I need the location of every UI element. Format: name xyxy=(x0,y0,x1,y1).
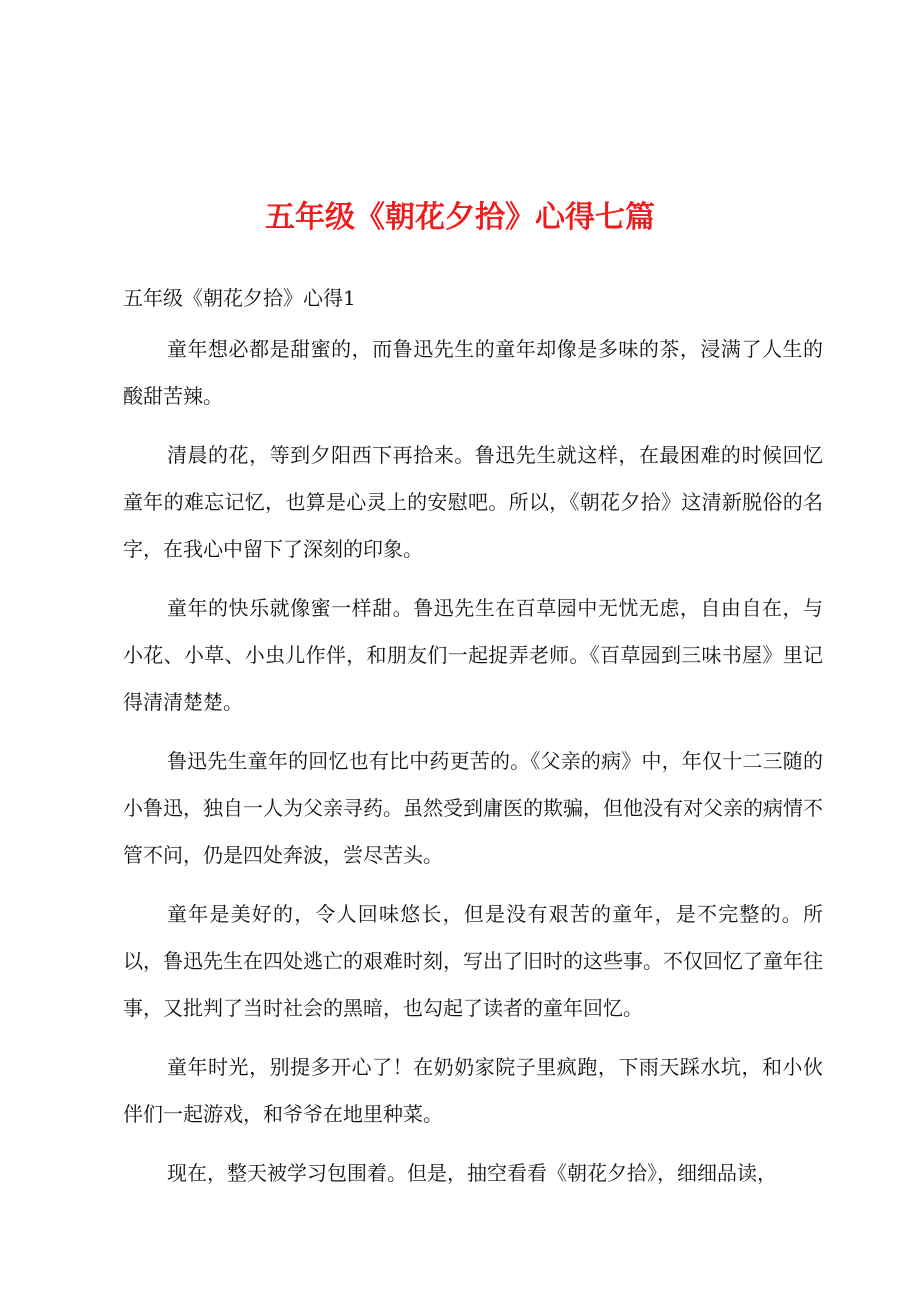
paragraph-6: 童年时光，别提多开心了！在奶奶家院子里疯跑，下雨天踩水坑，和小伙伴们一起游戏，和爷爷在地里种菜。 xyxy=(123,1055,823,1126)
section-heading: 五年级《朝花夕拾》心得1 xyxy=(123,286,356,310)
paragraph-1: 童年想必都是甜蜜的，而鲁迅先生的童年却像是多味的茶，浸满了人生的酸甜苦辣。 xyxy=(123,337,823,408)
paragraph-2: 清晨的花，等到夕阳西下再拾来。鲁迅先生就这样，在最困难的时候回忆童年的难忘记忆，也算是心灵上的安慰吧。所以，《朝花夕拾》这清新脱俗的名字，在我心中留下了深刻的印象。 xyxy=(123,443,823,561)
document-title: 五年级《朝花夕拾》心得七篇 xyxy=(265,200,655,235)
document-body xyxy=(123,326,823,1209)
paragraph-5: 童年是美好的，令人回味悠长，但是没有艰苦的童年，是不完整的。所以，鲁迅先生在四处逃亡的艰难时刻，写出了旧时的这些事。不仅回忆了童年往事，又批判了当时社会的黑暗，也勾起了读者的童年回忆。 xyxy=(123,902,823,1020)
paragraph-7: 现在，整天被学习包围着。但是，抽空看看《朝花夕拾》，细细品读， xyxy=(167,1161,777,1185)
paragraph-4: 鲁迅先生童年的回忆也有比中药更苦的。《父亲的病》中，年仅十二三随的小鲁迅，独自一人为父亲寻药。虽然受到庸医的欺骗，但他没有对父亲的病情不管不问，仍是四处奔波，尝尽苦头。 xyxy=(123,749,823,867)
paragraph-3: 童年的快乐就像蜜一样甜。鲁迅先生在百草园中无忧无虑，自由自在，与小花、小草、小虫儿作伴，和朋友们一起捉弄老师。《百草园到三味书屋》里记得清清楚楚。 xyxy=(123,596,823,714)
